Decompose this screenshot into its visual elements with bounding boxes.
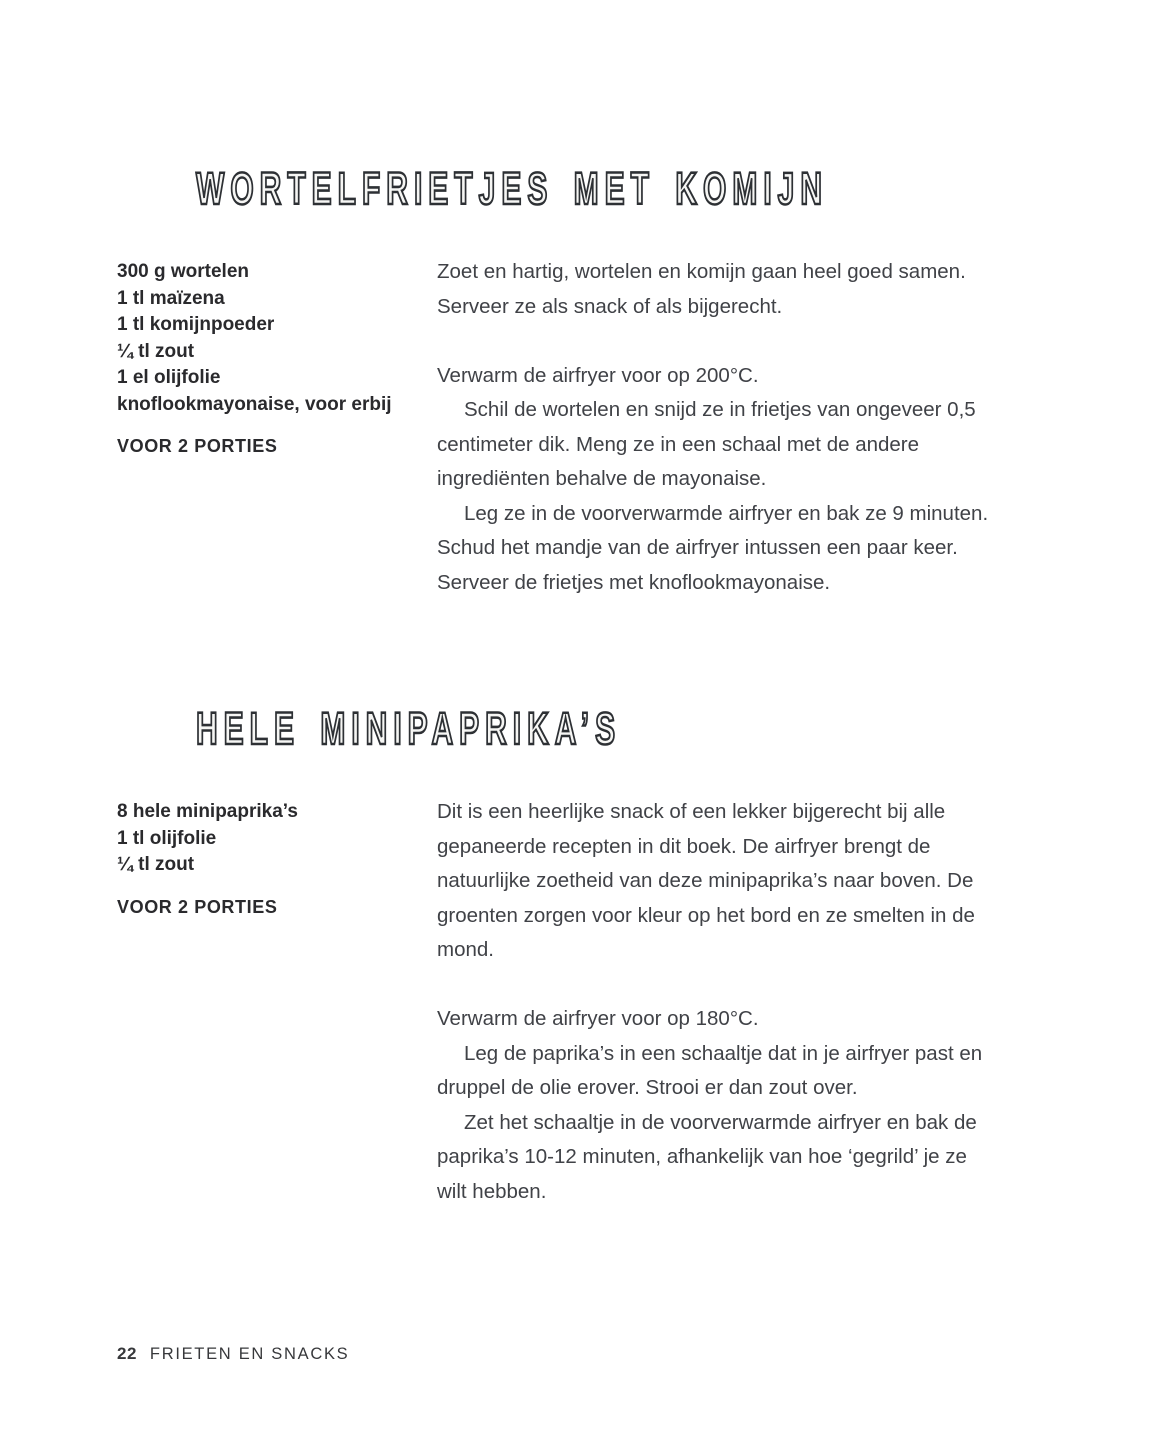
ingredients-column-1 <box>117 259 425 459</box>
ingredients-list <box>117 799 425 879</box>
ingredient-item: 1 tl olijfolie <box>117 827 217 849</box>
recipe-title-wortelfrietjes: WORTELFRIETJES MET KOMIJN <box>196 165 829 215</box>
page-number: 22 <box>117 1344 137 1363</box>
recipe-steps <box>437 1002 990 1209</box>
ingredient-item: knoflookmayonaise, voor erbij <box>117 393 392 415</box>
ingredients-list <box>117 259 425 418</box>
ingredient-item: 8 hele minipaprika’s <box>117 801 298 822</box>
ingredient-item: 1 el olijfolie <box>117 367 221 388</box>
ingredient-item: 300 g wortelen <box>117 261 249 282</box>
footer-section-label: FRIETEN EN SNACKS <box>149 1345 350 1363</box>
recipe-step: Zet het schaaltje in de voorverwarmde airfryer en bak de paprika’s 10-12 minuten, afhankelijk van hoe ‘gegrild’ je ze wilt hebben. <box>437 1110 977 1203</box>
recipe-body-column-2 <box>437 795 990 1209</box>
recipe-title-minipaprikas: HELE MINIPAPRIKA’S <box>196 705 622 755</box>
page-footer <box>117 1344 349 1364</box>
ingredient-item: ¼ tl zout <box>117 854 195 875</box>
servings-label: VOOR 2 PORTIES <box>117 896 278 917</box>
recipe-steps <box>437 359 990 601</box>
recipe-step: Leg ze in de voorverwarmde airfryer en bak ze 9 minuten. Schud het mandje van de airfryer intussen een paar keer. Serveer de frietjes met knoflookmayonaise. <box>437 501 989 594</box>
recipe-body-column-1 <box>437 255 990 600</box>
recipe-intro: Dit is een heerlijke snack of een lekker bijgerecht bij alle gepaneerde recepten in dit boek. De airfryer brengt de natuurlijke zoetheid van deze minipaprika’s naar boven. De groenten zorgen voor kleur op het bord en ze smelten in de mond. <box>437 800 975 961</box>
recipe-step: Schil de wortelen en snijd ze in frietjes van ongeveer 0,5 centimeter dik. Meng ze in een schaal met de andere ingrediënten behalve de mayonaise. <box>437 398 976 490</box>
ingredient-item: 1 tl maïzena <box>117 287 225 309</box>
servings-label: VOOR 2 PORTIES <box>117 436 278 456</box>
recipe-intro: Zoet en hartig, wortelen en komijn gaan heel goed samen. Serveer ze als snack of als bijgerecht. <box>437 260 966 318</box>
recipe-step: Verwarm de airfryer voor op 180°C. <box>437 1007 759 1030</box>
recipe-step: Leg de paprika’s in een schaaltje dat in je airfryer past en druppel de olie erover. Strooi er dan zout over. <box>437 1041 983 1099</box>
ingredient-item: ¼ tl zout <box>117 340 195 362</box>
ingredients-column-2 <box>117 799 425 920</box>
recipe-step: Verwarm de airfryer voor op 200°C. <box>437 363 759 387</box>
ingredient-item: 1 tl komijnpoeder <box>117 314 275 335</box>
